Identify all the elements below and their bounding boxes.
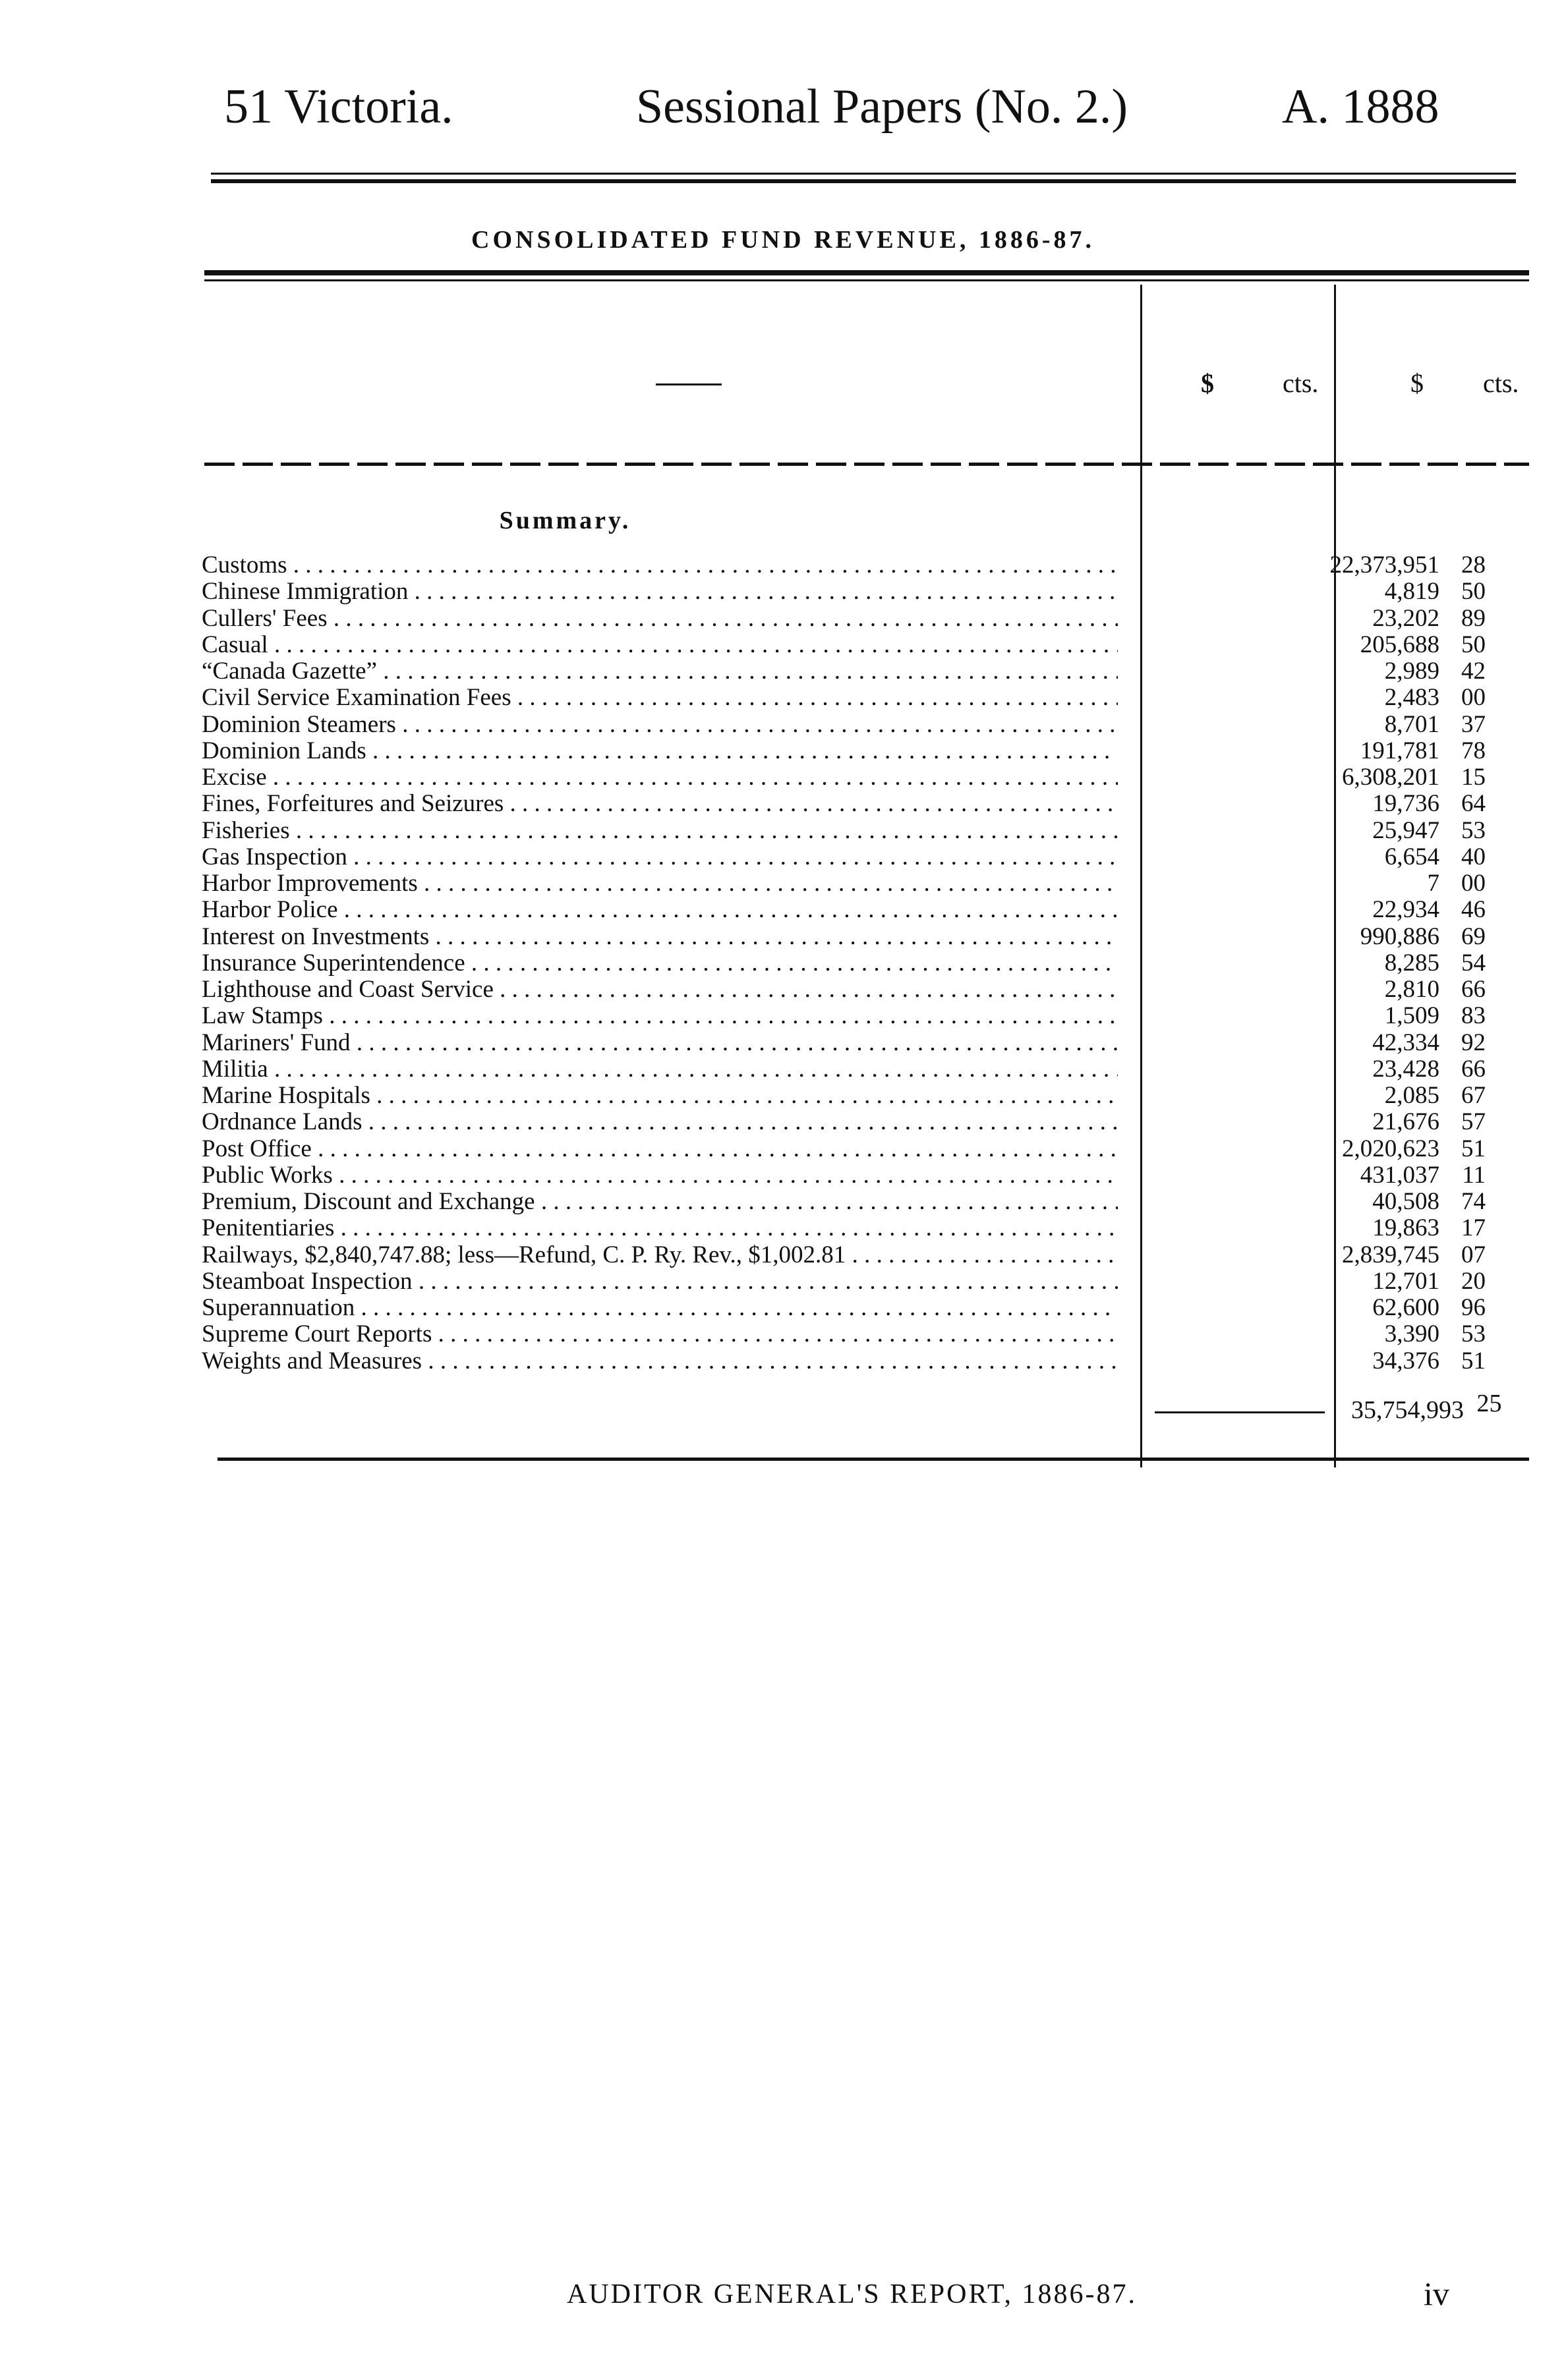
row-label: Public Works . . . [202,1162,1118,1189]
row-label: Fines, Forfeitures and Seizures . . . [202,791,1118,817]
row-cents: 69 [1461,922,1486,950]
table-row [202,712,1559,738]
table-row [202,950,1559,977]
row-cents: 53 [1461,1320,1486,1348]
summary-heading: Summary. [499,507,631,534]
row-cents: 78 [1461,737,1486,764]
row-dollars: 7 [1427,870,1439,897]
table-row [202,924,1559,950]
row-cents: 46 [1461,896,1486,924]
row-amount [1122,658,1486,685]
row-amount [1122,552,1486,579]
row-label: Railways, $2,840,747.88; less—Refund, C. P. Ry. Rev., $1,002.81 . . . [202,1242,1118,1268]
row-amount [1122,1109,1486,1135]
row-cents: 54 [1461,949,1486,977]
row-dollars: 19,863 [1372,1214,1439,1242]
table-row [202,1215,1559,1241]
row-cents: 96 [1461,1294,1486,1321]
row-cents: 51 [1461,1135,1486,1162]
row-amount [1122,1030,1486,1056]
row-cents: 11 [1462,1161,1486,1189]
row-label: Gas Inspection . . . [202,844,1118,870]
row-cents: 40 [1461,843,1486,870]
row-amount [1122,1162,1486,1189]
table-row [202,1030,1559,1056]
table-row [202,1189,1559,1215]
table-row [202,552,1559,579]
row-amount [1122,579,1486,605]
row-amount [1122,1003,1486,1029]
row-cents: 66 [1461,976,1486,1003]
row-amount [1122,1215,1486,1241]
row-amount [1122,738,1486,764]
row-label: Ordnance Lands . . . [202,1109,1118,1135]
row-cents: 83 [1461,1002,1486,1030]
row-dollars: 22,373,951 [1329,552,1439,579]
row-label: Excise . . . [202,764,1118,791]
table-row [202,1109,1559,1135]
row-cents: 64 [1461,790,1486,818]
row-label: Cullers' Fees . . . [202,606,1118,632]
header-volume: 51 Victoria. [224,80,453,134]
row-label: Law Stamps . . . [202,1003,1118,1029]
row-label: Dominion Lands . . . [202,738,1118,764]
header-rule-thick [211,179,1516,183]
row-dollars: 21,676 [1372,1108,1439,1136]
column2-dollar-header: $ [1410,368,1424,398]
row-label: Harbor Police . . . [202,897,1118,923]
row-dollars: 2,989 [1384,658,1439,685]
row-dollars: 6,654 [1384,843,1439,870]
table-row [202,1083,1559,1109]
table-row [202,579,1559,605]
table-row [202,844,1559,870]
row-cents: 42 [1461,658,1486,685]
row-amount [1122,1083,1486,1109]
row-cents: 15 [1461,764,1486,791]
row-cents: 00 [1461,870,1486,897]
row-dollars: 2,483 [1384,684,1439,712]
row-amount [1122,1136,1486,1162]
row-cents: 74 [1461,1188,1486,1215]
row-dollars: 34,376 [1372,1347,1439,1374]
row-label: Insurance Superintendence . . . [202,950,1118,977]
row-label: Superannuation . . . [202,1295,1118,1321]
row-amount [1122,685,1486,711]
row-label: Chinese Immigration . . . [202,579,1118,605]
header-rule-thin [211,173,1516,175]
row-dollars: 12,701 [1372,1267,1439,1295]
grand-total-dollars: 35,754,993 [1351,1396,1464,1424]
header-separator-dashes [204,463,1529,466]
footer-report-title: AUDITOR GENERAL'S REPORT, 1886-87. [567,2279,1137,2309]
row-dollars: 22,934 [1372,896,1439,924]
table-row [202,1162,1559,1189]
row-label: Harbor Improvements . . . [202,870,1118,897]
row-label: Civil Service Examination Fees . . . [202,685,1118,711]
row-amount [1122,870,1486,897]
row-dollars: 6,308,201 [1342,764,1439,791]
row-amount [1122,818,1486,844]
table-row [202,1003,1559,1029]
row-dollars: 2,085 [1384,1082,1439,1109]
column1-dollar-header: $ [1201,368,1214,398]
row-cents: 50 [1461,578,1486,606]
row-cents: 37 [1461,710,1486,738]
title-rule-thick [204,270,1529,275]
row-label: Penitentiaries . . . [202,1215,1118,1241]
table-row [202,1295,1559,1321]
row-label: Casual . . . [202,632,1118,658]
row-label: Lighthouse and Coast Service . . . [202,977,1118,1003]
row-amount [1122,764,1486,791]
grand-total-cents: 25 [1476,1390,1502,1417]
row-label: Supreme Court Reports . . . [202,1321,1118,1347]
row-cents: 89 [1461,604,1486,632]
row-amount [1122,1321,1486,1347]
row-dollars: 191,781 [1360,737,1439,764]
row-label: “Canada Gazette” . . . [202,658,1118,685]
row-label: Interest on Investments . . . [202,924,1118,950]
column1-cents-header: cts. [1283,368,1319,398]
row-cents: 17 [1461,1214,1486,1242]
table-row [202,738,1559,764]
table-row [202,1321,1559,1347]
header-sessional-papers: Sessional Papers (No. 2.) [636,80,1128,134]
row-cents: 67 [1461,1082,1486,1109]
column1-sum-rule [1155,1411,1325,1413]
row-amount [1122,1348,1486,1374]
column2-cents-header: cts. [1483,368,1519,398]
row-dollars: 40,508 [1372,1188,1439,1215]
row-amount [1122,1189,1486,1215]
row-dollars: 19,736 [1372,790,1439,818]
table-row [202,870,1559,897]
row-amount [1122,606,1486,632]
row-amount [1122,632,1486,658]
row-label: Mariners' Fund . . . [202,1030,1118,1056]
grand-total [1351,1390,1502,1425]
row-amount [1122,791,1486,817]
row-cents: 50 [1461,631,1486,658]
table-row [202,658,1559,685]
row-dollars: 2,839,745 [1342,1241,1439,1268]
table-title: CONSOLIDATED FUND REVENUE, 1886-87. [471,226,1095,254]
row-cents: 53 [1461,816,1486,844]
row-dollars: 8,701 [1384,710,1439,738]
row-amount [1122,897,1486,923]
row-label: Dominion Steamers . . . [202,712,1118,738]
row-dollars: 25,947 [1372,816,1439,844]
row-label: Weights and Measures . . . [202,1348,1118,1374]
row-dollars: 2,810 [1384,976,1439,1003]
row-dollars: 205,688 [1360,631,1439,658]
table-row [202,606,1559,632]
row-amount [1122,924,1486,950]
row-dollars: 23,428 [1372,1055,1439,1083]
row-dollars: 8,285 [1384,949,1439,977]
row-label: Premium, Discount and Exchange . . . [202,1189,1118,1215]
row-label: Post Office . . . [202,1136,1118,1162]
header-document-number: A. 1888 [1282,80,1439,134]
table-row [202,791,1559,817]
row-label: Fisheries . . . [202,818,1118,844]
row-cents: 07 [1461,1241,1486,1268]
table-row [202,1348,1559,1374]
row-amount [1122,712,1486,738]
description-column-dash [656,383,722,385]
row-amount [1122,1295,1486,1321]
row-amount [1122,844,1486,870]
row-cents: 20 [1461,1267,1486,1295]
table-row [202,1268,1559,1295]
table-row [202,1056,1559,1083]
table-row [202,685,1559,711]
row-cents: 57 [1461,1108,1486,1136]
table-bottom-rule [218,1458,1529,1461]
row-dollars: 3,390 [1384,1320,1439,1348]
row-dollars: 1,509 [1384,1002,1439,1030]
row-cents: 66 [1461,1055,1486,1083]
revenue-table [202,552,1559,1374]
row-dollars: 4,819 [1384,578,1439,606]
table-row [202,764,1559,791]
table-row [202,977,1559,1003]
row-dollars: 431,037 [1360,1161,1439,1189]
row-cents: 00 [1461,684,1486,712]
row-cents: 51 [1461,1347,1486,1374]
row-dollars: 23,202 [1372,604,1439,632]
title-rule-thin [204,279,1529,281]
row-label: Militia . . . [202,1056,1118,1083]
row-label: Customs . . . [202,552,1118,579]
table-row [202,818,1559,844]
table-row [202,632,1559,658]
row-amount [1122,950,1486,977]
row-dollars: 62,600 [1372,1294,1439,1321]
footer-page-number: iv [1424,2275,1449,2312]
row-amount [1122,1242,1486,1268]
row-cents: 92 [1461,1029,1486,1056]
row-dollars: 42,334 [1372,1029,1439,1056]
table-row [202,897,1559,923]
row-dollars: 990,886 [1360,922,1439,950]
table-row [202,1242,1559,1268]
row-dollars: 2,020,623 [1342,1135,1439,1162]
row-cents: 28 [1461,552,1486,579]
row-label: Steamboat Inspection . . . [202,1268,1118,1295]
table-row [202,1136,1559,1162]
row-amount [1122,977,1486,1003]
row-amount [1122,1056,1486,1083]
row-amount [1122,1268,1486,1295]
row-label: Marine Hospitals . . . [202,1083,1118,1109]
